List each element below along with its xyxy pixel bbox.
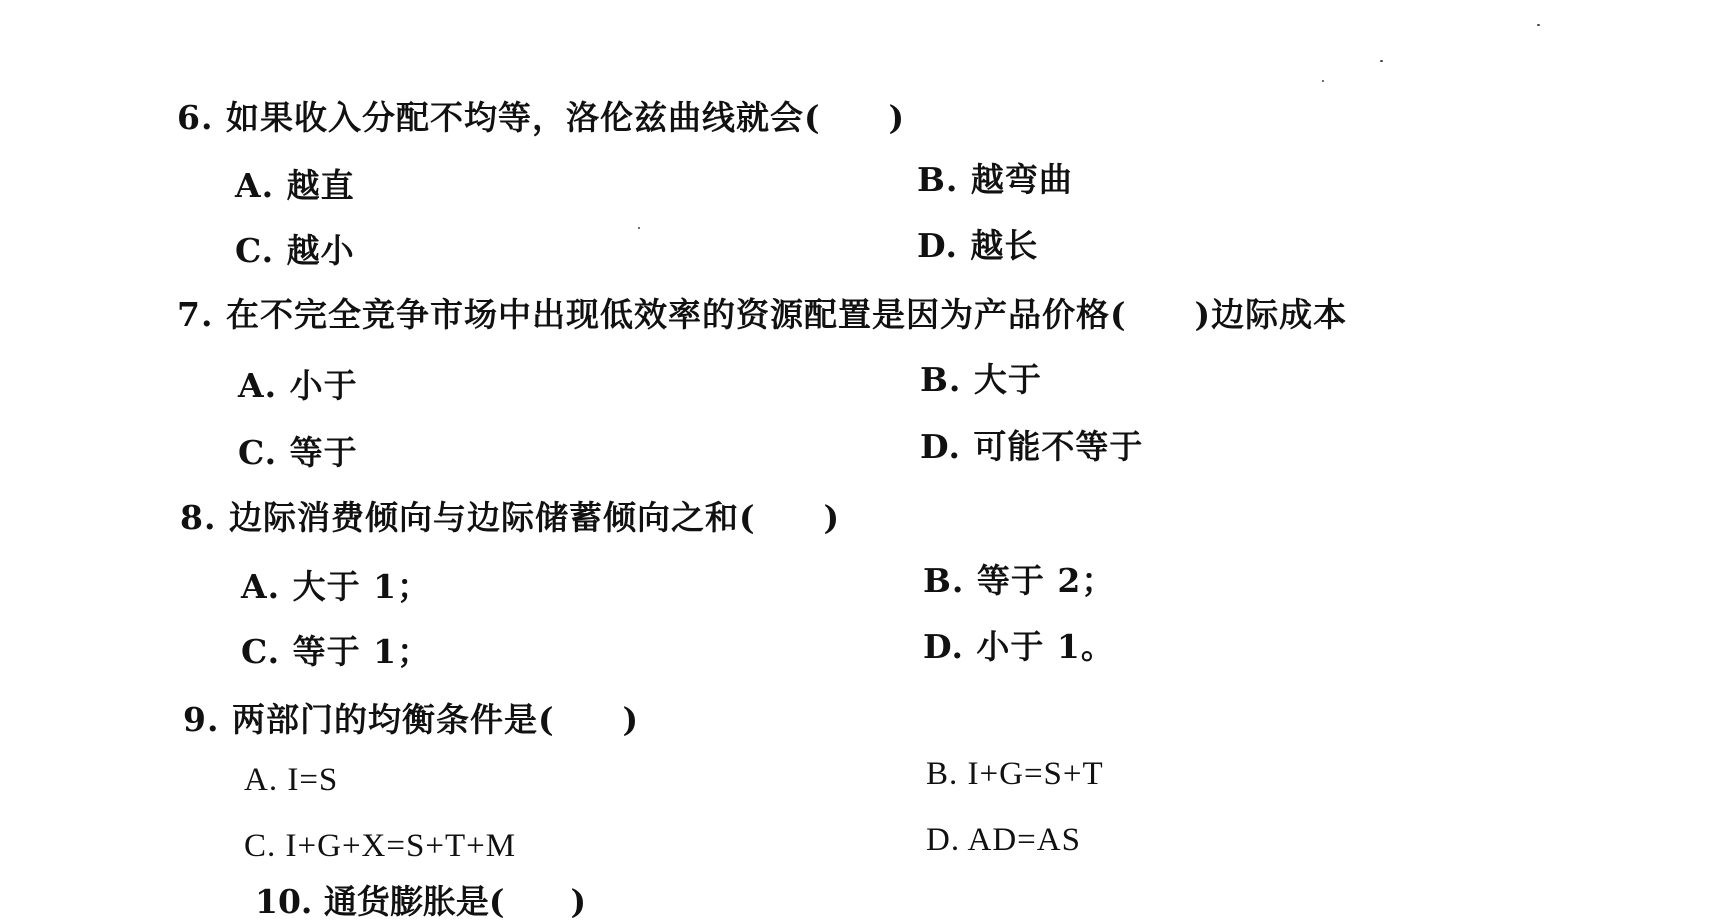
question-7-option-c: C. 等于 [238,433,358,472]
question-10-stem-partial: 10. 通货膨胀是( ) [255,882,587,921]
question-8-option-c: C. 等于 1； [241,632,432,671]
question-8-stem: 8. 边际消费倾向与边际储蓄倾向之和( ) [180,498,841,537]
question-6-stem: 6. 如果收入分配不均等，洛伦兹曲线就会( ) [177,98,906,137]
question-9-option-c: C. I+G+X=S+T+M [244,828,517,864]
question-6-option-a: A. 越直 [235,166,355,205]
question-6-option-c: C. 越小 [235,231,355,270]
scan-speck [1380,60,1383,62]
question-7-option-a: A. 小于 [238,366,358,405]
question-8-option-b: B. 等于 2； [923,561,1116,600]
question-9-option-b: B. I+G=S+T [926,756,1104,792]
question-9-option-a: A. I=S [244,762,339,798]
scan-speck [1322,80,1324,82]
question-8-option-a: A. 大于 1； [241,567,432,606]
scan-speck [1537,24,1540,26]
question-9-option-d: D. AD=AS [926,822,1081,858]
question-6-option-b: B. 越弯曲 [917,160,1073,199]
question-7-stem: 7. 在不完全竞争市场中出现低效率的资源配置是因为产品价格( )边际成本 [177,295,1348,334]
question-7-option-d: D. 可能不等于 [920,427,1144,466]
question-10-cutoff [255,882,587,921]
scan-speck [638,227,640,229]
question-7-option-b: B. 大于 [920,360,1042,399]
question-8-option-d: D. 小于 1。 [923,627,1115,666]
question-9-stem: 9. 两部门的均衡条件是( ) [183,700,640,739]
question-6-option-d: D. 越长 [917,226,1039,265]
